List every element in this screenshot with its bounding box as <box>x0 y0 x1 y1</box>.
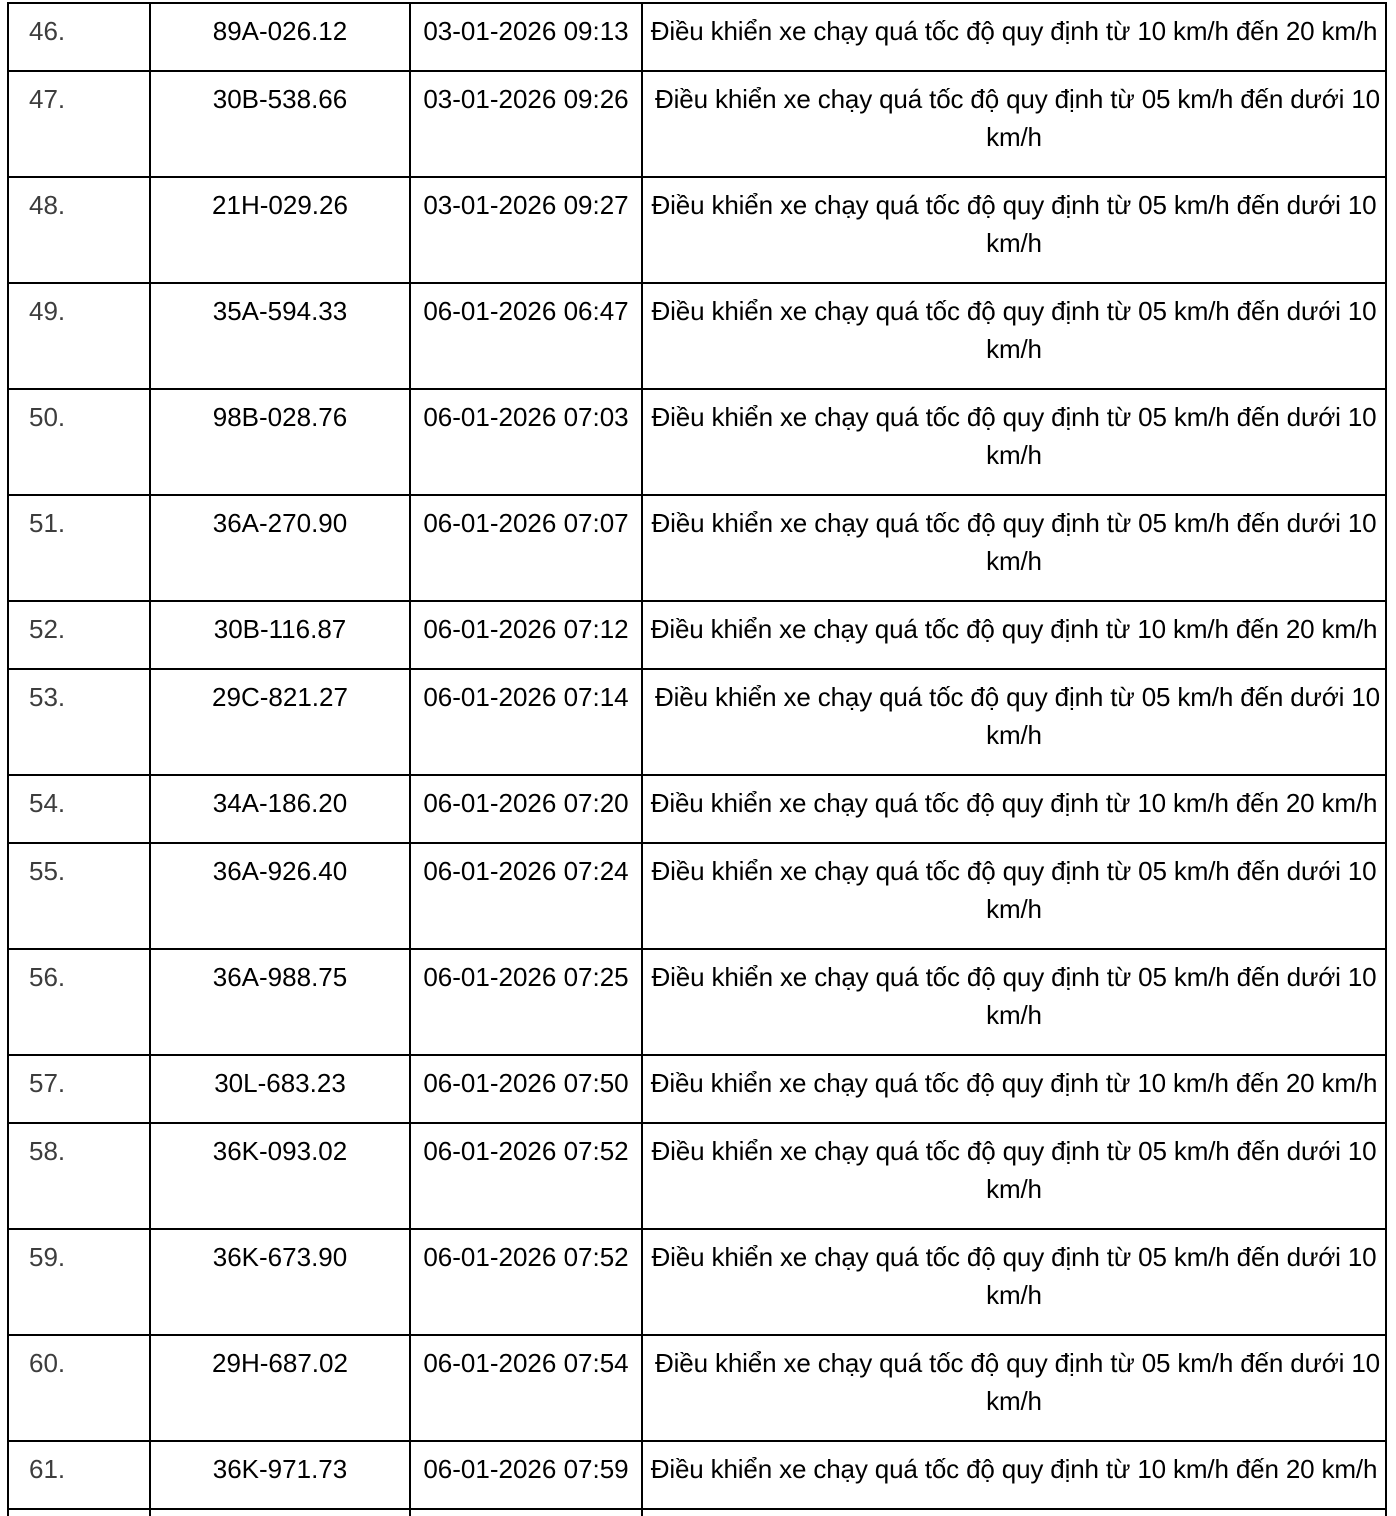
plate-cell: 36K-093.02 <box>150 1123 410 1229</box>
violation-cell: Điều khiển xe chạy quá tốc độ quy định từ 05 km/h đến dưới 10 km/h <box>642 1335 1386 1441</box>
violation-cell: Điều khiển xe chạy quá tốc độ quy định từ 05 km/h đến dưới 10 km/h <box>642 949 1386 1055</box>
datetime-cell: 06-01-2026 07:52 <box>410 1123 642 1229</box>
row-number-cell: 49. <box>8 283 150 389</box>
table-row <box>8 1123 1386 1229</box>
datetime-cell: 06-01-2026 07:24 <box>410 843 642 949</box>
row-number-cell <box>8 1509 150 1516</box>
violation-cell: Điều khiển xe chạy quá tốc độ quy định từ 05 km/h đến dưới 10 km/h <box>642 495 1386 601</box>
plate-cell: 34A-186.20 <box>150 775 410 843</box>
violation-cell: Điều khiển xe chạy quá tốc độ quy định từ 05 km/h đến dưới 10 km/h <box>642 283 1386 389</box>
datetime-cell <box>410 1509 642 1516</box>
table-row <box>8 1441 1386 1509</box>
table-body <box>8 3 1386 1516</box>
violation-cell: Điều khiển xe chạy quá tốc độ quy định từ 05 km/h đến dưới 10 km/h <box>642 1229 1386 1335</box>
violation-cell: Điều khiển xe chạy quá tốc độ quy định từ 05 km/h đến dưới 10 km/h <box>642 389 1386 495</box>
datetime-cell: 06-01-2026 07:54 <box>410 1335 642 1441</box>
plate-cell: 36A-926.40 <box>150 843 410 949</box>
violation-cell: Điều khiển xe chạy quá tốc độ quy định từ 05 km/h đến dưới 10 km/h <box>642 1123 1386 1229</box>
table-row <box>8 949 1386 1055</box>
plate-cell: 36A-988.75 <box>150 949 410 1055</box>
table-row <box>8 3 1386 71</box>
row-number-cell: 54. <box>8 775 150 843</box>
table-row <box>8 601 1386 669</box>
violation-cell: Điều khiển xe chạy quá tốc độ quy định từ 10 km/h đến 20 km/h <box>642 601 1386 669</box>
row-number-cell: 48. <box>8 177 150 283</box>
plate-cell: 36A-270.90 <box>150 495 410 601</box>
violation-cell: Điều khiển xe chạy quá tốc độ quy định từ 10 km/h đến 20 km/h <box>642 1055 1386 1123</box>
plate-cell: 30B-538.66 <box>150 71 410 177</box>
violations-table <box>7 2 1387 1516</box>
row-number-cell: 46. <box>8 3 150 71</box>
row-number-cell: 51. <box>8 495 150 601</box>
plate-cell: 21H-029.26 <box>150 177 410 283</box>
table-row <box>8 669 1386 775</box>
table-row <box>8 177 1386 283</box>
table-row <box>8 1335 1386 1441</box>
table-row <box>8 1055 1386 1123</box>
table-row <box>8 1229 1386 1335</box>
table-row <box>8 283 1386 389</box>
table-row <box>8 775 1386 843</box>
plate-cell: 30B-116.87 <box>150 601 410 669</box>
violation-cell: Điều khiển xe chạy quá tốc độ quy định từ 05 km/h đến dưới 10 km/h <box>642 71 1386 177</box>
plate-cell: 98B-028.76 <box>150 389 410 495</box>
datetime-cell: 06-01-2026 07:52 <box>410 1229 642 1335</box>
row-number-cell: 57. <box>8 1055 150 1123</box>
plate-cell: 89A-026.12 <box>150 3 410 71</box>
datetime-cell: 06-01-2026 06:47 <box>410 283 642 389</box>
plate-cell: 29C-821.27 <box>150 669 410 775</box>
row-number-cell: 50. <box>8 389 150 495</box>
violation-cell: Điều khiển xe chạy quá tốc độ quy định từ 10 km/h đến 20 km/h <box>642 775 1386 843</box>
table-row <box>8 71 1386 177</box>
table-row <box>8 495 1386 601</box>
plate-cell: 30L-683.23 <box>150 1055 410 1123</box>
datetime-cell: 06-01-2026 07:50 <box>410 1055 642 1123</box>
plate-cell: 36K-673.90 <box>150 1229 410 1335</box>
violation-cell: Điều khiển xe chạy quá tốc độ quy định từ 10 km/h đến 20 km/h <box>642 1441 1386 1509</box>
datetime-cell: 06-01-2026 07:12 <box>410 601 642 669</box>
datetime-cell: 06-01-2026 07:20 <box>410 775 642 843</box>
datetime-cell: 03-01-2026 09:27 <box>410 177 642 283</box>
row-number-cell: 60. <box>8 1335 150 1441</box>
datetime-cell: 03-01-2026 09:13 <box>410 3 642 71</box>
row-number-cell: 47. <box>8 71 150 177</box>
plate-cell: 29H-687.02 <box>150 1335 410 1441</box>
row-number-cell: 55. <box>8 843 150 949</box>
row-number-cell: 52. <box>8 601 150 669</box>
row-number-cell: 56. <box>8 949 150 1055</box>
violation-cell: Điều khiển xe chạy quá tốc độ quy định từ 05 km/h đến dưới 10 km/h <box>642 843 1386 949</box>
row-number-cell: 61. <box>8 1441 150 1509</box>
plate-cell: 35A-594.33 <box>150 283 410 389</box>
datetime-cell: 06-01-2026 07:03 <box>410 389 642 495</box>
datetime-cell: 06-01-2026 07:14 <box>410 669 642 775</box>
table-row <box>8 389 1386 495</box>
table-row <box>8 1509 1386 1516</box>
row-number-cell: 59. <box>8 1229 150 1335</box>
violation-cell: Điều khiển xe chạy quá tốc độ quy định từ 10 km/h đến 20 km/h <box>642 3 1386 71</box>
datetime-cell: 06-01-2026 07:59 <box>410 1441 642 1509</box>
datetime-cell: 06-01-2026 07:25 <box>410 949 642 1055</box>
datetime-cell: 06-01-2026 07:07 <box>410 495 642 601</box>
datetime-cell: 03-01-2026 09:26 <box>410 71 642 177</box>
plate-cell <box>150 1509 410 1516</box>
row-number-cell: 53. <box>8 669 150 775</box>
row-number-cell: 58. <box>8 1123 150 1229</box>
violation-cell <box>642 1509 1386 1516</box>
table-row <box>8 843 1386 949</box>
violation-cell: Điều khiển xe chạy quá tốc độ quy định từ 05 km/h đến dưới 10 km/h <box>642 669 1386 775</box>
violation-cell: Điều khiển xe chạy quá tốc độ quy định từ 05 km/h đến dưới 10 km/h <box>642 177 1386 283</box>
plate-cell: 36K-971.73 <box>150 1441 410 1509</box>
